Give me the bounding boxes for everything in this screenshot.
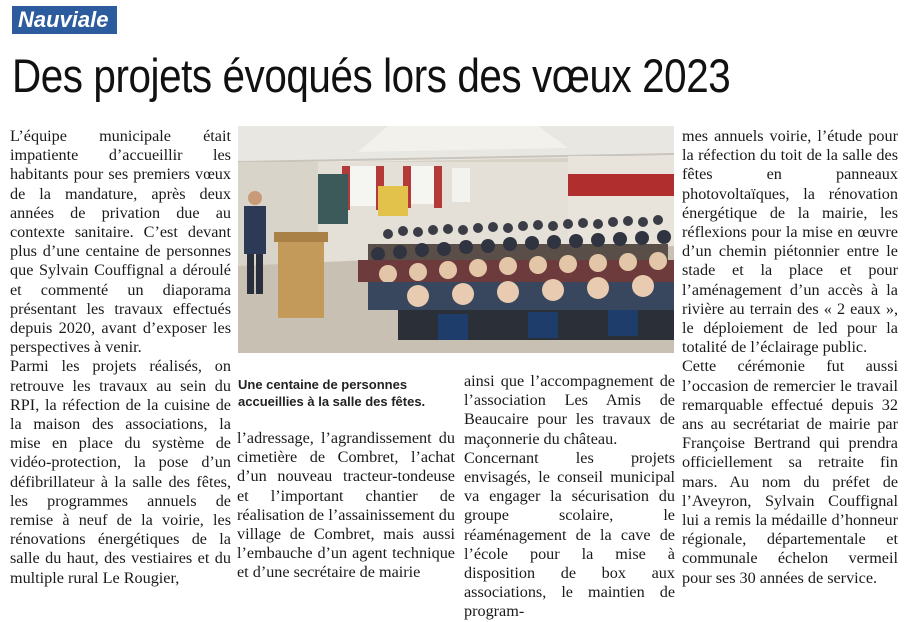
section-kicker: Nauviale xyxy=(12,6,117,34)
ceremony-photo-illustration xyxy=(238,126,674,353)
paragraph: L’équipe municipale était impatiente d’accueillir les habitants pour ses premiers vœux de la mandature, après deux années de privation due au contexte sanitaire. C’est devant plus d’une centaine de personnes que Sylvain Couffignal a déroulé et commenté un diaporama présentant les travaux effectués depuis 2020, avant d’exposer les perspectives à venir. xyxy=(10,127,231,357)
article-column-3 xyxy=(464,372,675,622)
paragraph: Concernant les projets envisagés, le conseil municipal va engager la sécurisation du groupe scolaire, le réaménagement de la cave de l’école pour la mise à disposition de box aux associations, le maintien de program- xyxy=(464,448,675,621)
paragraph: ainsi que l’accompagnement de l’association Les Amis de Beaucaire pour les travaux de maçonnerie du château. xyxy=(464,372,675,448)
article-photo xyxy=(238,126,674,353)
article-column-4 xyxy=(682,127,898,588)
photo-caption: Une centaine de personnes accueillies à la salle des fêtes. xyxy=(238,377,426,409)
paragraph: Cette cérémonie fut aussi l’occasion de remercier le travail remarquable effectué depuis 32 ans au secrétariat de mairie par Françoise Bertrand qui prendra officiellement sa retraite fin mars. Au nom du préfet de l’Aveyron, Sylvain Couffignal lui a remis la médaille d’honneur régionale, départementale et communale échelon vermeil pour ses 30 années de service. xyxy=(682,357,898,587)
paragraph: Parmi les projets réalisés, on retrouve les travaux au sein du RPI, la réfection de la cuisine de la maison des associations, la mise en place du système de vidéo-protection, la pose d’un défibrillateur à la salle des fêtes, les programmes annuels de remise à neuf de la voirie, les rénovations énergétiques de la salle du haut, des vestiaires et du multiple rural Le Rougier, xyxy=(10,357,231,587)
paragraph: mes annuels voirie, l’étude pour la réfection du toit de la salle des fêtes en panneaux photovoltaïques, la rénovation énergétique de la mairie, les réflexions pour la mise en œuvre d’un chemin piétonnier entre le stade et la place et pour l’aménagement d’un accès à la rivière au terrain des « 2 eaux », le déploiement de led pour la totalité de l’éclairage public. xyxy=(682,127,898,357)
paragraph: l’adressage, l’agrandissement du cimetière de Combret, l’achat d’un nouveau tracteur-tondeuse et l’important chantier de réalisation de l’assainissement du village de Combret, mais aussi l’embauche d’un agent technique et d’une secrétaire de mairie xyxy=(237,429,455,582)
article-column-2 xyxy=(237,429,455,583)
article-column-1 xyxy=(10,127,231,588)
article-headline: Des projets évoqués lors des vœux 2023 xyxy=(12,49,731,102)
